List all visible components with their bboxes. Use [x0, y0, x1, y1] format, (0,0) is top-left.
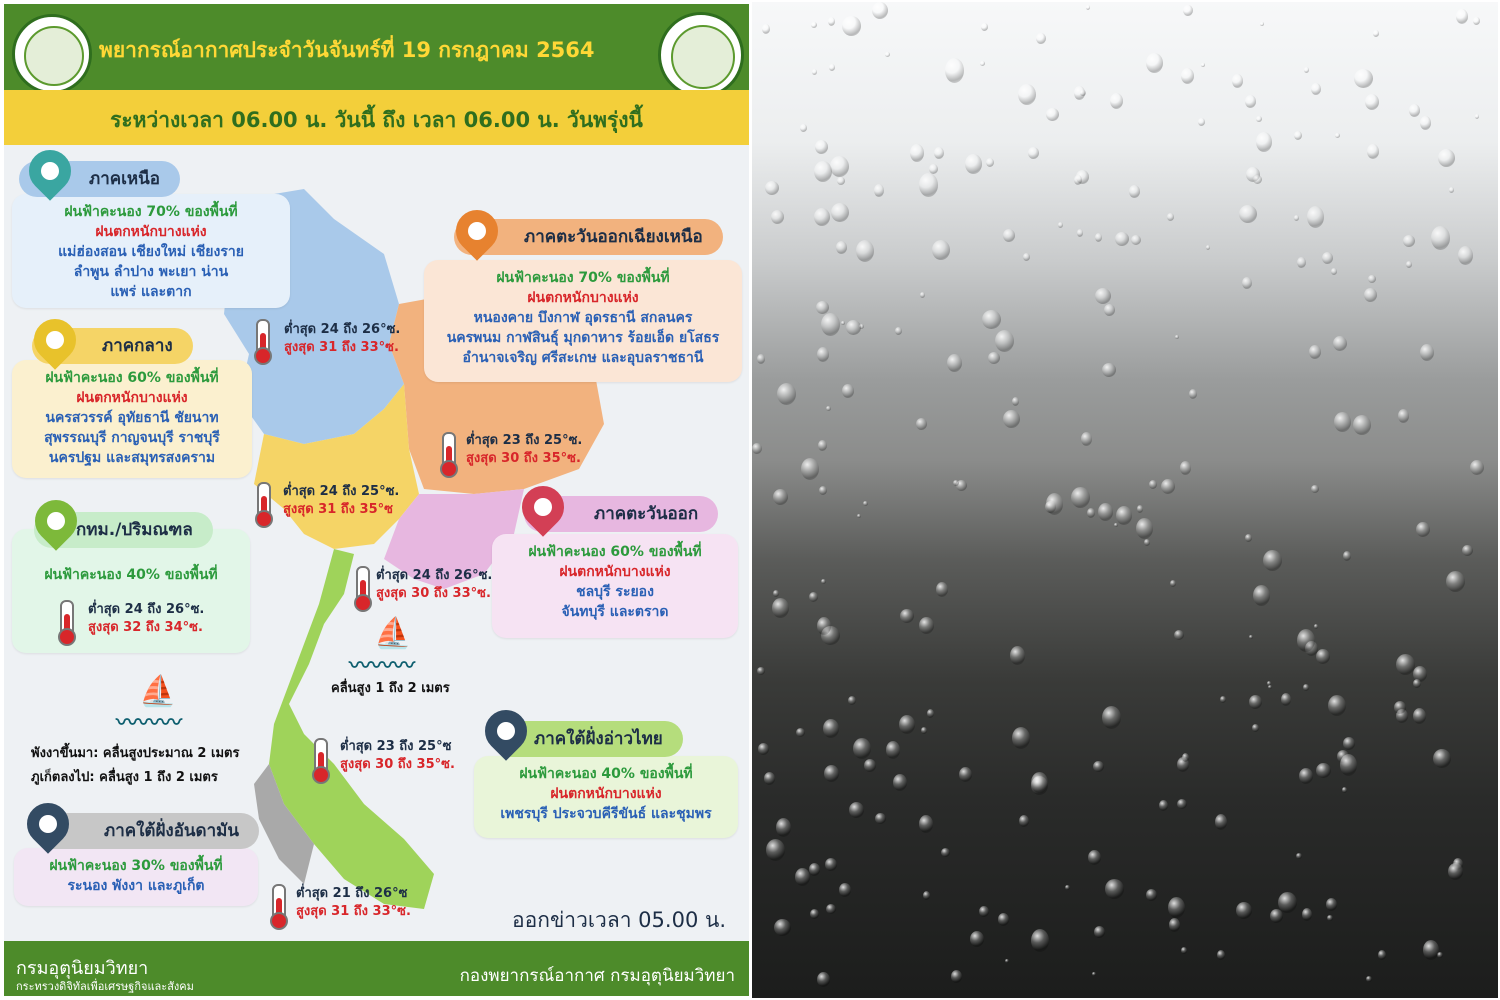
raindrop — [1335, 133, 1340, 138]
raindrop — [801, 458, 819, 480]
raindrop — [1105, 879, 1124, 899]
raindrop — [941, 848, 950, 857]
raindrop — [1129, 185, 1140, 198]
raindrop — [1167, 213, 1174, 221]
raindrop — [1074, 86, 1085, 100]
raindrop — [1446, 571, 1465, 592]
wave-andaman-north: พังงาขึ้นมา: คลื่นสูงประมาณ 2 เมตร — [31, 746, 240, 761]
raindrop — [1449, 187, 1454, 193]
raindrop — [819, 486, 827, 495]
raindrop — [1256, 132, 1272, 152]
thermometer-icon — [60, 600, 74, 640]
raindrop — [1071, 487, 1090, 508]
raindrop — [916, 418, 927, 430]
card-north — [12, 194, 290, 308]
raindrop — [1303, 684, 1309, 691]
raindrop — [826, 904, 836, 914]
raindrop — [1433, 749, 1451, 768]
raindrop — [1438, 149, 1455, 167]
raindrop — [1326, 898, 1337, 911]
raindrop — [1366, 976, 1372, 982]
raindrop — [934, 147, 944, 159]
raindrop — [863, 501, 868, 506]
raindrop — [757, 667, 765, 675]
raindrop — [1170, 580, 1176, 587]
raindrop — [842, 384, 854, 398]
thermometer-icon — [272, 884, 286, 924]
raindrop — [812, 69, 817, 75]
raindrop — [1239, 205, 1257, 223]
raindrop — [1175, 335, 1179, 339]
raindrop — [1423, 940, 1439, 960]
raindrop — [1406, 261, 1412, 268]
wave-icon: 〰〰〰 — [116, 711, 183, 736]
raindrop — [1398, 409, 1409, 423]
raindrop — [757, 354, 765, 364]
raindrop — [1297, 257, 1306, 268]
raindrop — [800, 124, 807, 132]
raindrop — [927, 709, 934, 718]
raindrop — [1087, 508, 1095, 518]
raindrop — [1316, 649, 1330, 664]
sailboat-icon: ⛵ — [139, 674, 177, 709]
raindrop — [816, 301, 829, 314]
raindrop — [1242, 277, 1252, 289]
raindrop — [817, 347, 829, 362]
raindrop — [841, 321, 845, 325]
raindrop — [837, 177, 845, 185]
raindrop — [1403, 235, 1415, 247]
raindrop — [1198, 118, 1205, 126]
raindrop — [1378, 950, 1386, 960]
raindrop — [1215, 814, 1227, 830]
raindrop — [965, 154, 982, 174]
raindrop — [1036, 33, 1046, 44]
raindrop — [1146, 53, 1163, 73]
raindrop — [1394, 701, 1406, 714]
raindrop — [1174, 630, 1184, 640]
raindrop — [1365, 94, 1379, 110]
card-east: ฝนฟ้าคะนอง 60% ของพื้นที่ ฝนตกหนักบางแห่ง ชลบุรี ระยอง จันทบุรี และตราด — [492, 534, 738, 638]
raindrop — [764, 772, 775, 785]
raindrop — [1253, 585, 1270, 606]
raindrop — [856, 240, 874, 262]
raindrop — [1137, 505, 1143, 513]
raindrop — [814, 208, 830, 226]
raindrop — [821, 579, 826, 584]
wave-andaman-south: ภูเก็ตลงไป: คลื่นสูง 1 ถึง 2 เมตร — [31, 770, 218, 785]
raindrop — [1018, 84, 1036, 105]
raindrop — [1183, 5, 1193, 16]
raindrop — [874, 184, 884, 197]
raindrop — [1161, 479, 1175, 494]
raindrop — [824, 765, 839, 782]
raindrop — [1012, 397, 1019, 406]
raindrop — [970, 931, 984, 947]
raindrop — [1003, 410, 1020, 428]
raindrop — [1331, 268, 1337, 275]
raindrop — [885, 52, 890, 57]
raindrop — [1094, 926, 1105, 938]
raindrop — [1342, 787, 1347, 793]
raindrop — [846, 320, 861, 335]
raindrop — [929, 164, 938, 174]
wave-gulf: คลื่นสูง 1 ถึง 2 เมตร — [331, 681, 450, 696]
raindrop — [1181, 947, 1187, 954]
raindrop — [818, 440, 827, 451]
raindrop — [1368, 275, 1376, 283]
raindrop — [1217, 950, 1225, 960]
raindrop — [1245, 534, 1252, 542]
raindrop — [1314, 624, 1318, 629]
raindrop — [1088, 850, 1101, 865]
raindrop — [1322, 252, 1333, 264]
raindrop — [1260, 22, 1264, 26]
raindrop — [1159, 800, 1168, 811]
raindrop — [1065, 885, 1070, 890]
raindrop — [1095, 233, 1102, 242]
raindrop — [1431, 226, 1450, 250]
raindrop — [1131, 235, 1141, 245]
raindrop — [809, 863, 820, 876]
raindrop — [919, 617, 934, 634]
temp-bangkok: ต่ำสุด 24 ถึง 26°ซ. สูงสุด 32 ถึง 34°ซ. — [88, 602, 205, 635]
raindrop — [1092, 972, 1096, 976]
raindrop — [919, 173, 938, 197]
raindrop — [1149, 480, 1157, 489]
raindrop — [772, 598, 789, 618]
raindrop — [1114, 523, 1118, 527]
raindrop — [1311, 485, 1319, 493]
forecast-period: ระหว่างเวลา 06.00 น. วันนี้ ถึง เวลา 06.00 น. วันพรุ่งนี้ — [110, 108, 643, 132]
raindrop — [1327, 915, 1333, 921]
raindrop — [1294, 215, 1299, 221]
footer-division: กองพยากรณ์อากาศ กรมอุตุนิยมวิทยา — [459, 966, 735, 986]
raindrop — [921, 727, 927, 734]
raindrop — [857, 514, 861, 518]
raindrop — [959, 767, 972, 782]
raindrop — [936, 582, 948, 597]
raindrop — [839, 883, 851, 897]
raindrop — [981, 23, 988, 31]
raindrop — [1086, 5, 1090, 10]
card-central: ฝนฟ้าคะนอง 60% ของพื้นที่ ฝนตกหนักบางแห่ง นครสวรรค์ อุทัยธานี ชัยนาท สุพรรณบุรี กาญจนบุรี ราชบุรี นครปฐม และสมุทรสงคราม — [12, 360, 252, 478]
raindrop — [1420, 344, 1434, 361]
raindrop — [1343, 737, 1355, 750]
thermometer-icon — [257, 482, 271, 522]
thermometer-icon — [314, 738, 328, 778]
raindrop — [773, 590, 779, 597]
footer-department: กรมอุตุนิยมวิทยา — [16, 958, 149, 979]
temp-north: ต่ำสุด 24 ถึง 26°ซ. สูงสุด 31 ถึง 33°ซ. — [284, 322, 401, 355]
raindrop — [947, 354, 962, 372]
raindrop — [1189, 389, 1197, 399]
raindrop — [1458, 246, 1473, 265]
raindrop — [795, 868, 810, 886]
badge-northeast: ภาคตะวันออกเฉียงเหนือ — [454, 219, 723, 255]
raindrop — [1475, 114, 1479, 119]
raindrop — [817, 972, 830, 987]
raindrop — [1364, 288, 1377, 302]
raindrop — [1023, 253, 1030, 261]
raindrop — [1232, 74, 1243, 88]
raindrop — [953, 480, 959, 486]
raindrop — [1367, 144, 1379, 159]
raindrop — [1028, 147, 1039, 159]
raindrop — [1005, 959, 1009, 963]
raindrop — [1095, 288, 1111, 304]
raindrop — [995, 330, 1014, 352]
card-northeast: ฝนฟ้าคะนอง 70% ของพื้นที่ ฝนตกหนักบางแห่ง หนองคาย บึงกาฬ อุดรธานี สกลนคร นครพนม กาฬสินธุ์ มุกดาหาร ร้อยเอ็ด ยโสธร อำนาจเจริญ ศรีสะเกษ และอุบลราชธานี — [424, 260, 742, 382]
raindrop — [777, 383, 796, 405]
raindrop — [1046, 493, 1063, 515]
raindrop — [1473, 17, 1480, 25]
north-provinces-1: แม่ฮ่องสอน เชียงใหม่ เชียงราย — [58, 244, 244, 260]
wave-icon: 〰〰〰 — [349, 654, 416, 679]
raindrop — [1003, 229, 1015, 242]
raindrop — [864, 759, 876, 772]
raindrop — [821, 313, 840, 336]
raindrop — [826, 406, 831, 411]
raindrop — [1267, 681, 1271, 686]
raindrop — [919, 815, 933, 833]
raindrop — [1470, 460, 1484, 475]
north-heavy-rain: ฝนตกหนักบางแห่ง — [95, 224, 207, 240]
raindrop — [1102, 706, 1121, 729]
raindrop — [752, 443, 762, 454]
raindrop — [1110, 93, 1123, 109]
raindrop — [765, 181, 779, 195]
raindrop — [817, 617, 831, 635]
raindrop — [895, 327, 902, 335]
raindrop — [1253, 175, 1262, 184]
raindrop — [1311, 83, 1321, 95]
raindrop — [1353, 415, 1371, 435]
raindrop — [1304, 67, 1309, 73]
raindrop — [1019, 815, 1029, 827]
card-bangkok: ฝนฟ้าคะนอง 40% ของพื้นที่ — [12, 529, 250, 653]
raindrop — [836, 241, 847, 254]
raindrop — [1177, 799, 1187, 809]
raindrop — [923, 891, 930, 900]
raindrop — [829, 64, 835, 71]
raindrop — [932, 240, 950, 260]
raindrop — [979, 906, 989, 917]
thermometer-icon — [256, 319, 270, 359]
weather-forecast-poster — [4, 4, 749, 996]
raindrop — [1058, 222, 1063, 228]
rainy-window-photo — [752, 2, 1498, 998]
raindrop — [1448, 863, 1463, 880]
raindrop — [849, 802, 864, 818]
raindrop — [1180, 461, 1191, 475]
badge-south-gulf: ภาคใต้ฝั่งอ่าวไทย — [494, 721, 683, 757]
raindrop — [1102, 363, 1116, 377]
raindrop — [980, 61, 985, 66]
raindrop — [766, 839, 785, 861]
raindrop — [809, 592, 818, 602]
raindrop — [920, 292, 925, 298]
raindrop — [1220, 696, 1226, 703]
raindrop — [1136, 518, 1153, 539]
raindrop — [1115, 232, 1129, 246]
raindrop — [1245, 95, 1256, 108]
raindrop — [1462, 545, 1473, 556]
thermometer-icon — [356, 566, 370, 606]
badge-bangkok: กทม./ปริมณฑล — [34, 512, 213, 548]
raindrop — [900, 609, 914, 623]
raindrop — [1413, 679, 1421, 688]
raindrop — [1307, 206, 1324, 228]
raindrop — [1074, 175, 1082, 185]
raindrop — [1146, 889, 1157, 901]
raindrop — [910, 144, 924, 162]
raindrop — [1316, 763, 1331, 778]
raindrop — [1046, 108, 1059, 121]
sailboat-icon: ⛵ — [374, 616, 412, 651]
raindrop — [1270, 909, 1283, 923]
raindrop — [1328, 695, 1346, 716]
raindrop — [1249, 635, 1253, 639]
raindrop — [886, 741, 900, 759]
raindrop — [815, 140, 828, 154]
north-provinces-2: ลำพูน ลำปาง พะเยา น่าน — [73, 264, 229, 280]
raindrop — [1373, 30, 1379, 37]
raindrop — [1169, 918, 1180, 932]
raindrop — [982, 310, 1001, 329]
raindrop — [1010, 646, 1025, 665]
raindrop — [1354, 69, 1373, 88]
raindrop — [1104, 304, 1115, 316]
raindrop — [1296, 853, 1302, 859]
temp-east: ต่ำสุด 24 ถึง 26°ซ. สูงสุด 30 ถึง 33°ซ. — [376, 568, 493, 601]
issued-time: ออกข่าวเวลา 05.00 น. — [512, 908, 727, 932]
raindrop — [774, 919, 791, 936]
raindrop — [828, 17, 835, 26]
raindrop — [771, 210, 784, 224]
raindrop — [1281, 693, 1291, 706]
raindrop — [1396, 654, 1415, 675]
raindrop — [1081, 432, 1092, 446]
raindrop — [1116, 506, 1132, 525]
raindrop — [986, 158, 994, 167]
department-logo-left — [12, 14, 92, 94]
badge-central: ภาคกลาง — [32, 328, 193, 364]
raindrop — [762, 24, 770, 34]
raindrop — [1249, 695, 1262, 709]
raindrop — [810, 909, 819, 919]
temp-south-andaman: ต่ำสุด 21 ถึง 26°ซ สูงสุด 31 ถึง 33°ซ. — [296, 886, 411, 919]
raindrop — [893, 774, 907, 791]
raindrop — [1031, 772, 1048, 793]
north-storm-pct: ฝนฟ้าคะนอง 70% ของพื้นที่ — [64, 204, 238, 220]
footer-ministry: กระทรวงดิจิทัลเพื่อเศรษฐกิจและสังคม — [16, 980, 194, 993]
raindrop — [1012, 727, 1030, 749]
raindrop — [1252, 724, 1259, 732]
raindrop — [1299, 768, 1313, 784]
raindrop — [1182, 753, 1189, 762]
raindrop — [831, 203, 849, 222]
raindrop — [1168, 897, 1185, 918]
raindrop — [1413, 708, 1426, 724]
raindrop — [1334, 412, 1351, 432]
raindrop — [1343, 551, 1351, 561]
raindrop — [848, 696, 856, 705]
raindrop — [1236, 902, 1252, 919]
forecast-title: พยากรณ์อากาศประจำวันจันทร์ที่ 19 กรกฎาคม 2564 — [99, 38, 595, 62]
thermometer-icon — [442, 432, 456, 472]
raindrop — [1181, 68, 1194, 84]
raindrop — [1297, 629, 1315, 652]
raindrop — [1093, 761, 1104, 772]
raindrop — [1416, 522, 1430, 537]
raindrop — [1077, 229, 1083, 237]
raindrop — [875, 813, 886, 824]
badge-east: ภาคตะวันออก — [524, 496, 718, 532]
raindrop — [1201, 63, 1205, 67]
raindrop — [1294, 131, 1302, 140]
raindrop — [1302, 908, 1312, 921]
raindrop — [1456, 9, 1468, 24]
raindrop — [1340, 754, 1357, 776]
raindrop — [1309, 345, 1321, 359]
raindrop — [825, 858, 837, 871]
raindrop — [945, 58, 964, 83]
badge-north: ภาคเหนือ — [19, 161, 180, 197]
card-south-gulf: ฝนฟ้าคะนอง 40% ของพื้นที่ ฝนตกหนักบางแห่ง เพชรบุรี ประจวบคีรีขันธ์ และชุมพร — [474, 756, 738, 838]
card-south-andaman: ฝนฟ้าคะนอง 30% ของพื้นที่ ระนอง พังงา และภูเก็ต — [14, 848, 258, 906]
raindrop — [776, 818, 791, 837]
temp-northeast: ต่ำสุด 23 ถึง 25°ซ. สูงสุด 30 ถึง 35°ซ. — [466, 433, 583, 466]
raindrop — [773, 489, 788, 505]
raindrop — [823, 719, 839, 738]
raindrop — [1098, 503, 1113, 521]
temp-central: ต่ำสุด 24 ถึง 25°ซ. สูงสุด 31 ถึง 35°ซ — [283, 484, 400, 517]
raindrop — [1420, 116, 1431, 130]
raindrop — [842, 16, 861, 36]
raindrop — [853, 738, 871, 759]
raindrop — [1333, 336, 1347, 351]
raindrop — [1409, 104, 1420, 117]
raindrop — [1031, 929, 1049, 952]
raindrop — [830, 156, 849, 177]
raindrop — [758, 743, 769, 755]
raindrop — [1263, 550, 1282, 571]
raindrop — [899, 715, 915, 734]
raindrop — [1256, 116, 1262, 122]
tmd-seal-right — [658, 12, 744, 98]
badge-south-andaman: ภาคใต้ฝั่งอันดามัน — [34, 813, 259, 849]
raindrop — [811, 22, 817, 28]
raindrop — [951, 970, 962, 983]
raindrop — [872, 2, 888, 19]
raindrop — [1206, 245, 1210, 250]
raindrop — [988, 352, 1000, 364]
raindrop — [998, 913, 1009, 926]
north-provinces-3: แพร่ และตาก — [110, 284, 192, 300]
temp-south-gulf: ต่ำสุด 23 ถึง 25°ซ สูงสุด 30 ถึง 35°ซ. — [340, 739, 455, 772]
raindrop — [796, 728, 805, 737]
raindrop — [1144, 539, 1150, 546]
